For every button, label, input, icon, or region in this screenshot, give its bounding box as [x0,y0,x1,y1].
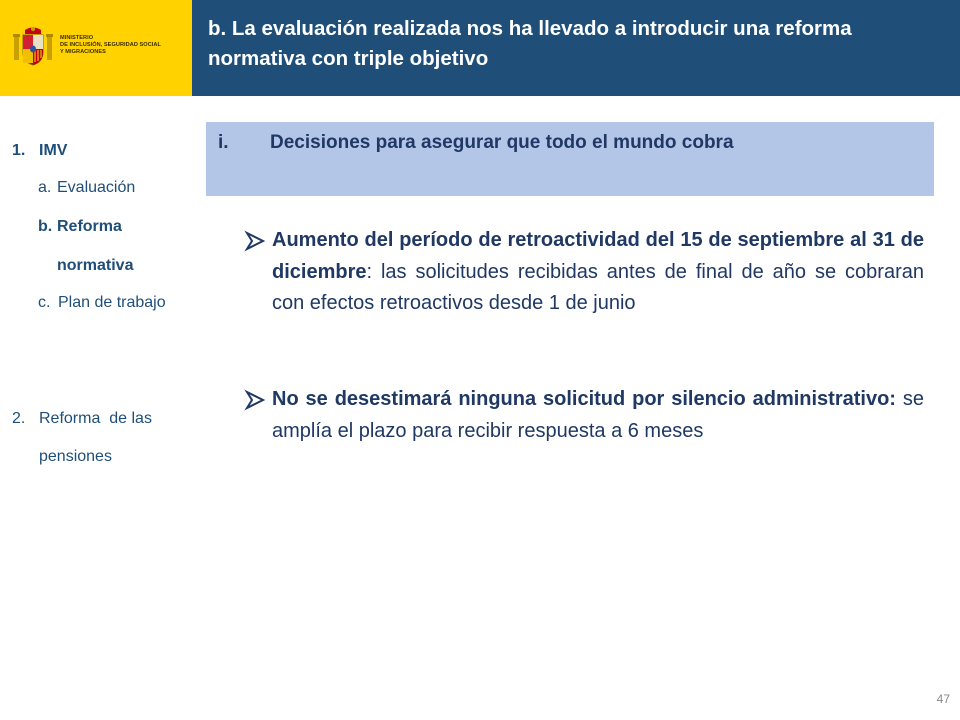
nav-item-reforma-pensiones: 2. Reforma de las [12,410,152,427]
page-number: 47 [936,692,950,706]
nav-item-imv: 1. IMV [12,142,68,159]
nav-item-reforma-normativa-cont: normativa [57,257,134,274]
arrow-bullet-icon [244,389,266,411]
arrow-bullet-icon [244,230,266,252]
bullet-silencio-administrativo [272,384,924,447]
section-heading-box [206,122,934,196]
nav-item-reforma-pensiones-cont: pensiones [39,448,112,465]
ministry-name: MINISTERIO DE INCLUSIÓN, SEGURIDAD SOCIAL Y MIGRACIONES [60,35,161,55]
nav-item-evaluacion: a. Evaluación [38,179,136,196]
bullet-text: se amplía el plazo para recibir respuesta a 6 meses [272,388,924,442]
bullet-text: : las solicitudes recibidas antes de final de año se cobraran con efectos retroactivos desde 1 de junio [272,260,924,314]
section-title: Decisiones para asegurar que todo el mundo cobra [270,132,734,153]
ministry-logo [0,0,192,96]
bullet-retroactividad [272,225,924,320]
bullet-bold-text: No se desestimará ninguna solicitud por silencio administrativo: [272,388,896,410]
nav-item-plan-de-trabajo: c. Plan de trabajo [38,294,166,311]
slide-title: b. La evaluación realizada nos ha llevado a introducir una reforma normativa con triple objetivo [208,17,852,70]
bullet-bold-text: Aumento del período de retroactividad del 15 de septiembre al 31 de diciembre [272,229,924,283]
section-number: i. [218,132,229,153]
slide-header [192,0,960,96]
coat-of-arms-icon [12,26,54,68]
nav-item-reforma-normativa: b. Reforma [38,218,122,235]
